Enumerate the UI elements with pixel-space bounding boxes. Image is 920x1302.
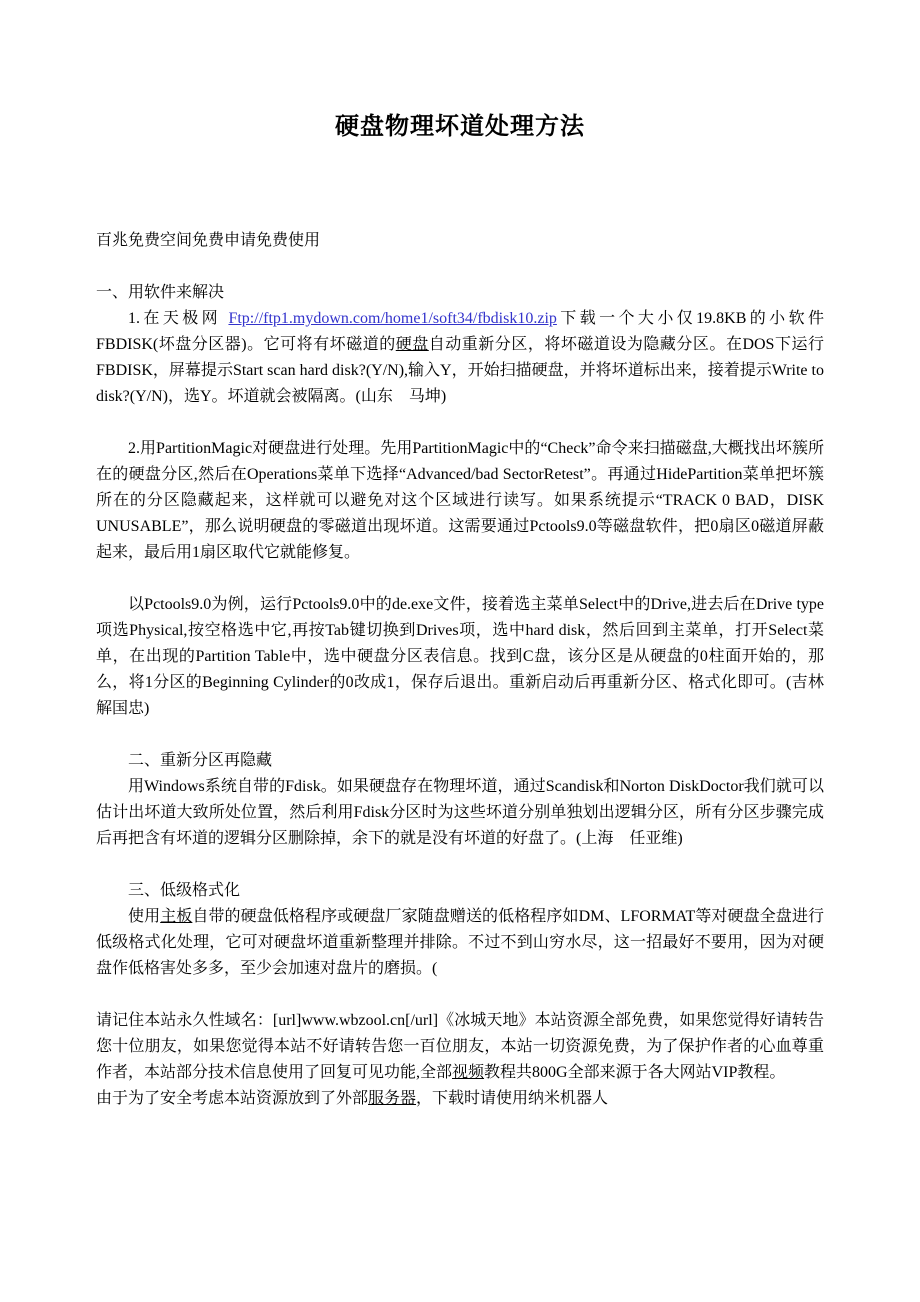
text-run: ，下载时请使用纳米机器人 [416,1090,609,1107]
keyword-link-video[interactable]: 视频 [452,1064,485,1081]
paragraph-lowlevel-format [96,904,824,982]
paragraph-fbdisk [96,306,824,410]
text-run: 自动重新分区，将坏磁道设为隐藏分区。在DOS下运行FBDISK，屏幕提示Start scan hard disk?(Y/N),输入Y，开始扫描硬盘，并将坏道标出来，接着提示Write to disk?(Y/N)，选Y。坏道就会被隔离。(山东 马坤) [96,336,824,405]
text-run: 下载一个大小仅19.8KB的小软件FBDISK(坏盘分区器)。它可将有坏磁道的 [96,310,824,353]
text-run: 自带的硬盘低格程序或硬盘厂家随盘赠送的低格程序如DM、LFORMAT等对硬盘全盘进行低级格式化处理，它可对硬盘坏道重新整理并排除。不过不到山穷水尽，这一招最好不要用，因为对硬盘作低格害处多多，至少会加速对盘片的磨损。( [96,908,824,977]
text-run: 请记住本站永久性域名：[url]www.wbzool.cn[/url]《冰城天地》本站资源全部免费，如果您觉得好请转告您十位朋友，如果您觉得本站不好请转告您一百位朋友，本站一切资源免费，为了保护作者的心血尊重作者，本站部分技术信息使用了回复可见功能,全部 [96,1012,824,1081]
section-2-heading: 二、重新分区再隐藏 [128,752,273,769]
paragraph-fdisk: 用Windows系统自带的Fdisk。如果硬盘存在物理坏道，通过Scandisk和Norton DiskDoctor我们就可以估计出坏道大致所处位置，然后利用Fdisk分区时为这些坏道分别单独划出逻辑分区，所有分区步骤完成后再把含有坏道的逻辑分区删除掉，余下的就是没有坏道的好盘了。(上海 任亚维) [96,778,824,847]
keyword-link-hard-disk[interactable]: 硬盘 [395,336,429,353]
text-run: 教程共800G全部来源于各大网站VIP教程。 [484,1064,786,1081]
document-title: 硬盘物理坏道处理方法 [335,114,585,140]
intro-line: 百兆免费空间免费申请免费使用 [96,232,321,249]
text-run: 由于为了安全考虑本站资源放到了外部 [96,1090,369,1107]
ftp-download-link[interactable]: Ftp://ftp1.mydown.com/home1/soft34/fbdisk10.zip [228,310,557,327]
section-1-heading: 一、用软件来解决 [96,284,225,301]
keyword-link-server[interactable]: 服务器 [368,1090,417,1107]
keyword-link-motherboard[interactable]: 主板 [160,908,193,925]
text-run: 1.在天极网 [128,310,229,327]
paragraph-pctools: 以Pctools9.0为例，运行Pctools9.0中的de.exe文件，接着选主菜单Select中的Drive,进去后在Drive type项选Physical,按空格选中它,再按Tab键切换到Drives项，选中hard disk，然后回到主菜单，打开Select菜单，在出现的Partition Table中，选中硬盘分区表信息。找到C盘，该分区是从硬盘的0柱面开始的，那么，将1分区的Beginning Cylinder的0改成1，保存后退出。重新启动后再重新分区、格式化即可。(吉林 解国忠) [96,596,841,717]
section-3-heading: 三、低级格式化 [128,882,241,899]
paragraph-download-note [96,1086,824,1112]
text-run: 使用 [128,908,161,925]
paragraph-partitionmagic: 2.用PartitionMagic对硬盘进行处理。先用PartitionMagic中的“Check”命令来扫描磁盘,大概找出坏簇所在的硬盘分区,然后在Operations菜单下选择“Advanced/bad SectorRetest”。再通过HidePartition菜单把坏簇所在的分区隐藏起来，这样就可以避免对这个区域进行读写。如果系统提示“TRACK 0 BAD，DISK UNUSABLE”，那么说明硬盘的零磁道出现坏道。这需要通过Pctools9.0等磁盘软件，把0扇区0磁道屏蔽起来，最后用1扇区取代它就能修复。 [96,440,824,561]
paragraph-site-notice [96,1008,824,1086]
